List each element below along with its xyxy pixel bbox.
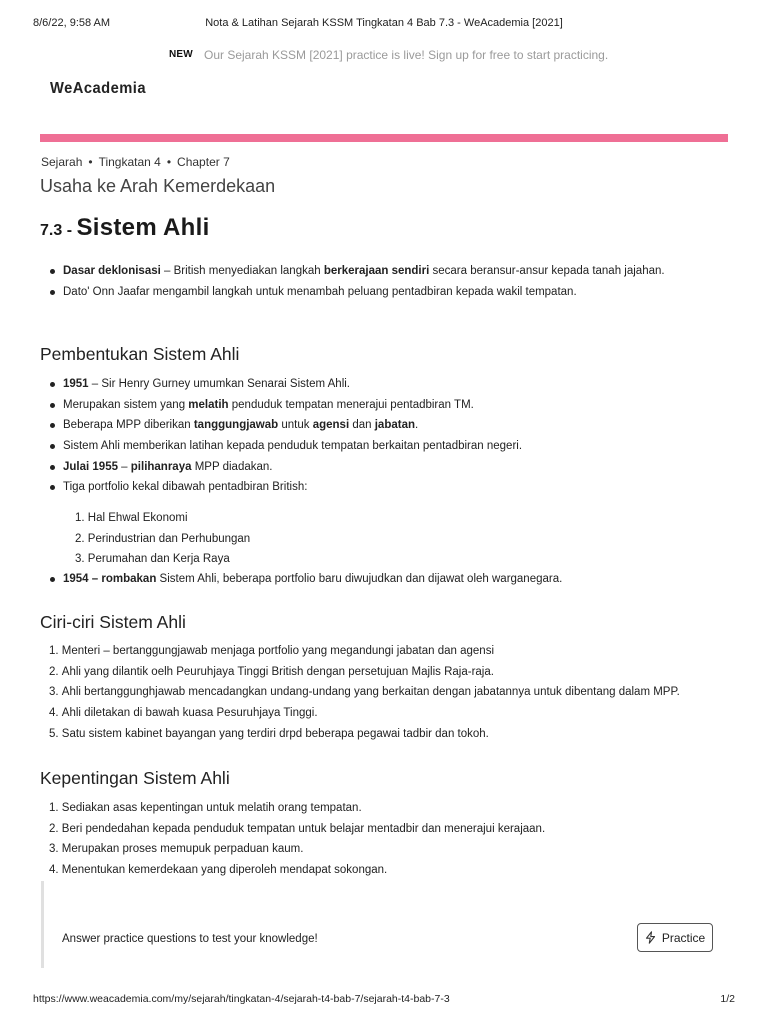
list-item: 2. Beri pendedahan kepada penduduk tempatan untuk belajar mentadbir dan menerajui kerajaan. [49, 819, 739, 840]
list-item: Sistem Ahli memberikan latihan kepada penduduk tempatan berkaitan pentadbiran negeri. [49, 436, 739, 457]
list-item: 1951 – Sir Henry Gurney umumkan Senarai Sistem Ahli. [49, 374, 739, 395]
practice-button-label: Practice [661, 930, 706, 945]
section-name: Sistem Ahli [76, 214, 210, 241]
list-item: 4. Menentukan kemerdekaan yang diperoleh mendapat sokongan. [49, 860, 739, 881]
intro-list [49, 261, 739, 302]
list-item: 2. Ahli yang dilantik oelh Peuruhjaya Tinggi British dengan persetujuan Majlis Raja-raja. [49, 662, 739, 683]
list-item: Merupakan sistem yang melatih penduduk tempatan menerajui pentadbiran TM. [49, 395, 739, 416]
list-item: Julai 1955 – pilihanraya MPP diadakan. [49, 457, 739, 478]
heading-kepentingan: Kepentingan Sistem Ahli [40, 768, 230, 788]
list-item: 2. Perindustrian dan Perhubungan [75, 529, 250, 550]
pembentukan-list-cont [49, 569, 739, 590]
list-item: 1. Sediakan asas kepentingan untuk melatih orang tempatan. [49, 798, 739, 819]
list-item: 3. Ahli bertanggunghjawab mencadangkan undang-undang yang berkaitan dengan jabatannya untuk dibentang dalam MPP. [49, 682, 739, 703]
practice-button[interactable] [637, 923, 713, 952]
list-item: 3. Perumahan dan Kerja Raya [75, 549, 250, 570]
lightning-icon [645, 931, 656, 944]
section-number: 7.3 - [40, 222, 73, 239]
list-item: 5. Satu sistem kabinet bayangan yang terdiri drpd beberapa pegawai tadbir dan tokoh. [49, 724, 739, 745]
page-title [40, 214, 210, 242]
practice-callout [41, 881, 734, 968]
chapter-subtitle: Usaha ke Arah Kemerdekaan [40, 176, 276, 196]
list-item: Dato' Onn Jaafar mengambil langkah untuk menambah peluang pentadbiran kepada wakil tempatan. [49, 282, 739, 303]
banner-text[interactable]: Our Sejarah KSSM [2021] practice is live! Sign up for free to start practicing. [204, 48, 609, 62]
list-item: Tiga portfolio kekal dibawah pentadbiran British: [49, 477, 739, 498]
breadcrumb-item-level[interactable]: Tingkatan 4 [98, 155, 161, 169]
site-logo[interactable]: WeAcademia [50, 80, 146, 97]
list-item: Beberapa MPP diberikan tanggungjawab untuk agensi dan jabatan. [49, 415, 739, 436]
heading-pembentukan: Pembentukan Sistem Ahli [40, 344, 240, 364]
print-footer [0, 993, 768, 1007]
pembentukan-list [49, 374, 739, 498]
list-item: 4. Ahli diletakan di bawah kuasa Pesuruhjaya Tinggi. [49, 703, 739, 724]
breadcrumb [41, 155, 230, 169]
breadcrumb-item-chapter[interactable]: Chapter 7 [177, 155, 230, 169]
list-item: Dasar deklonisasi – British menyediakan langkah berkerajaan sendiri secara beransur-ansur kepada tanah jajahan. [49, 261, 739, 282]
page-url: https://www.weacademia.com/my/sejarah/tingkatan-4/sejarah-t4-bab-7/sejarah-t4-bab-7-3 [33, 993, 450, 1005]
ciri-list [49, 641, 739, 744]
print-datetime: 8/6/22, 9:58 AM [33, 17, 111, 29]
print-header [0, 17, 768, 31]
announcement-banner[interactable] [0, 48, 768, 64]
breadcrumb-separator: • [88, 155, 93, 169]
list-item: 1. Menteri – bertanggungjawab menjaga portfolio yang megandungi jabatan dan agensi [49, 641, 739, 662]
heading-ciri: Ciri-ciri Sistem Ahli [40, 612, 186, 632]
page-number: 1/2 [720, 993, 735, 1005]
list-item: 1. Hal Ehwal Ekonomi [75, 508, 250, 529]
breadcrumb-item-subject[interactable]: Sejarah [41, 155, 83, 169]
list-item: 3. Merupakan proses memupuk perpaduan kaum. [49, 839, 739, 860]
print-page-title: Nota & Latihan Sejarah KSSM Tingkatan 4 Bab 7.3 - WeAcademia [2021] [205, 17, 563, 29]
list-item: 1954 – rombakan Sistem Ahli, beberapa portfolio baru diwujudkan dan dijawat oleh warganegara. [49, 569, 739, 590]
breadcrumb-separator: • [166, 155, 172, 169]
new-badge: NEW [169, 49, 193, 60]
accent-bar [40, 134, 728, 142]
kepentingan-list [49, 798, 739, 881]
portfolio-list [75, 508, 250, 570]
practice-prompt: Answer practice questions to test your knowledge! [62, 933, 318, 945]
